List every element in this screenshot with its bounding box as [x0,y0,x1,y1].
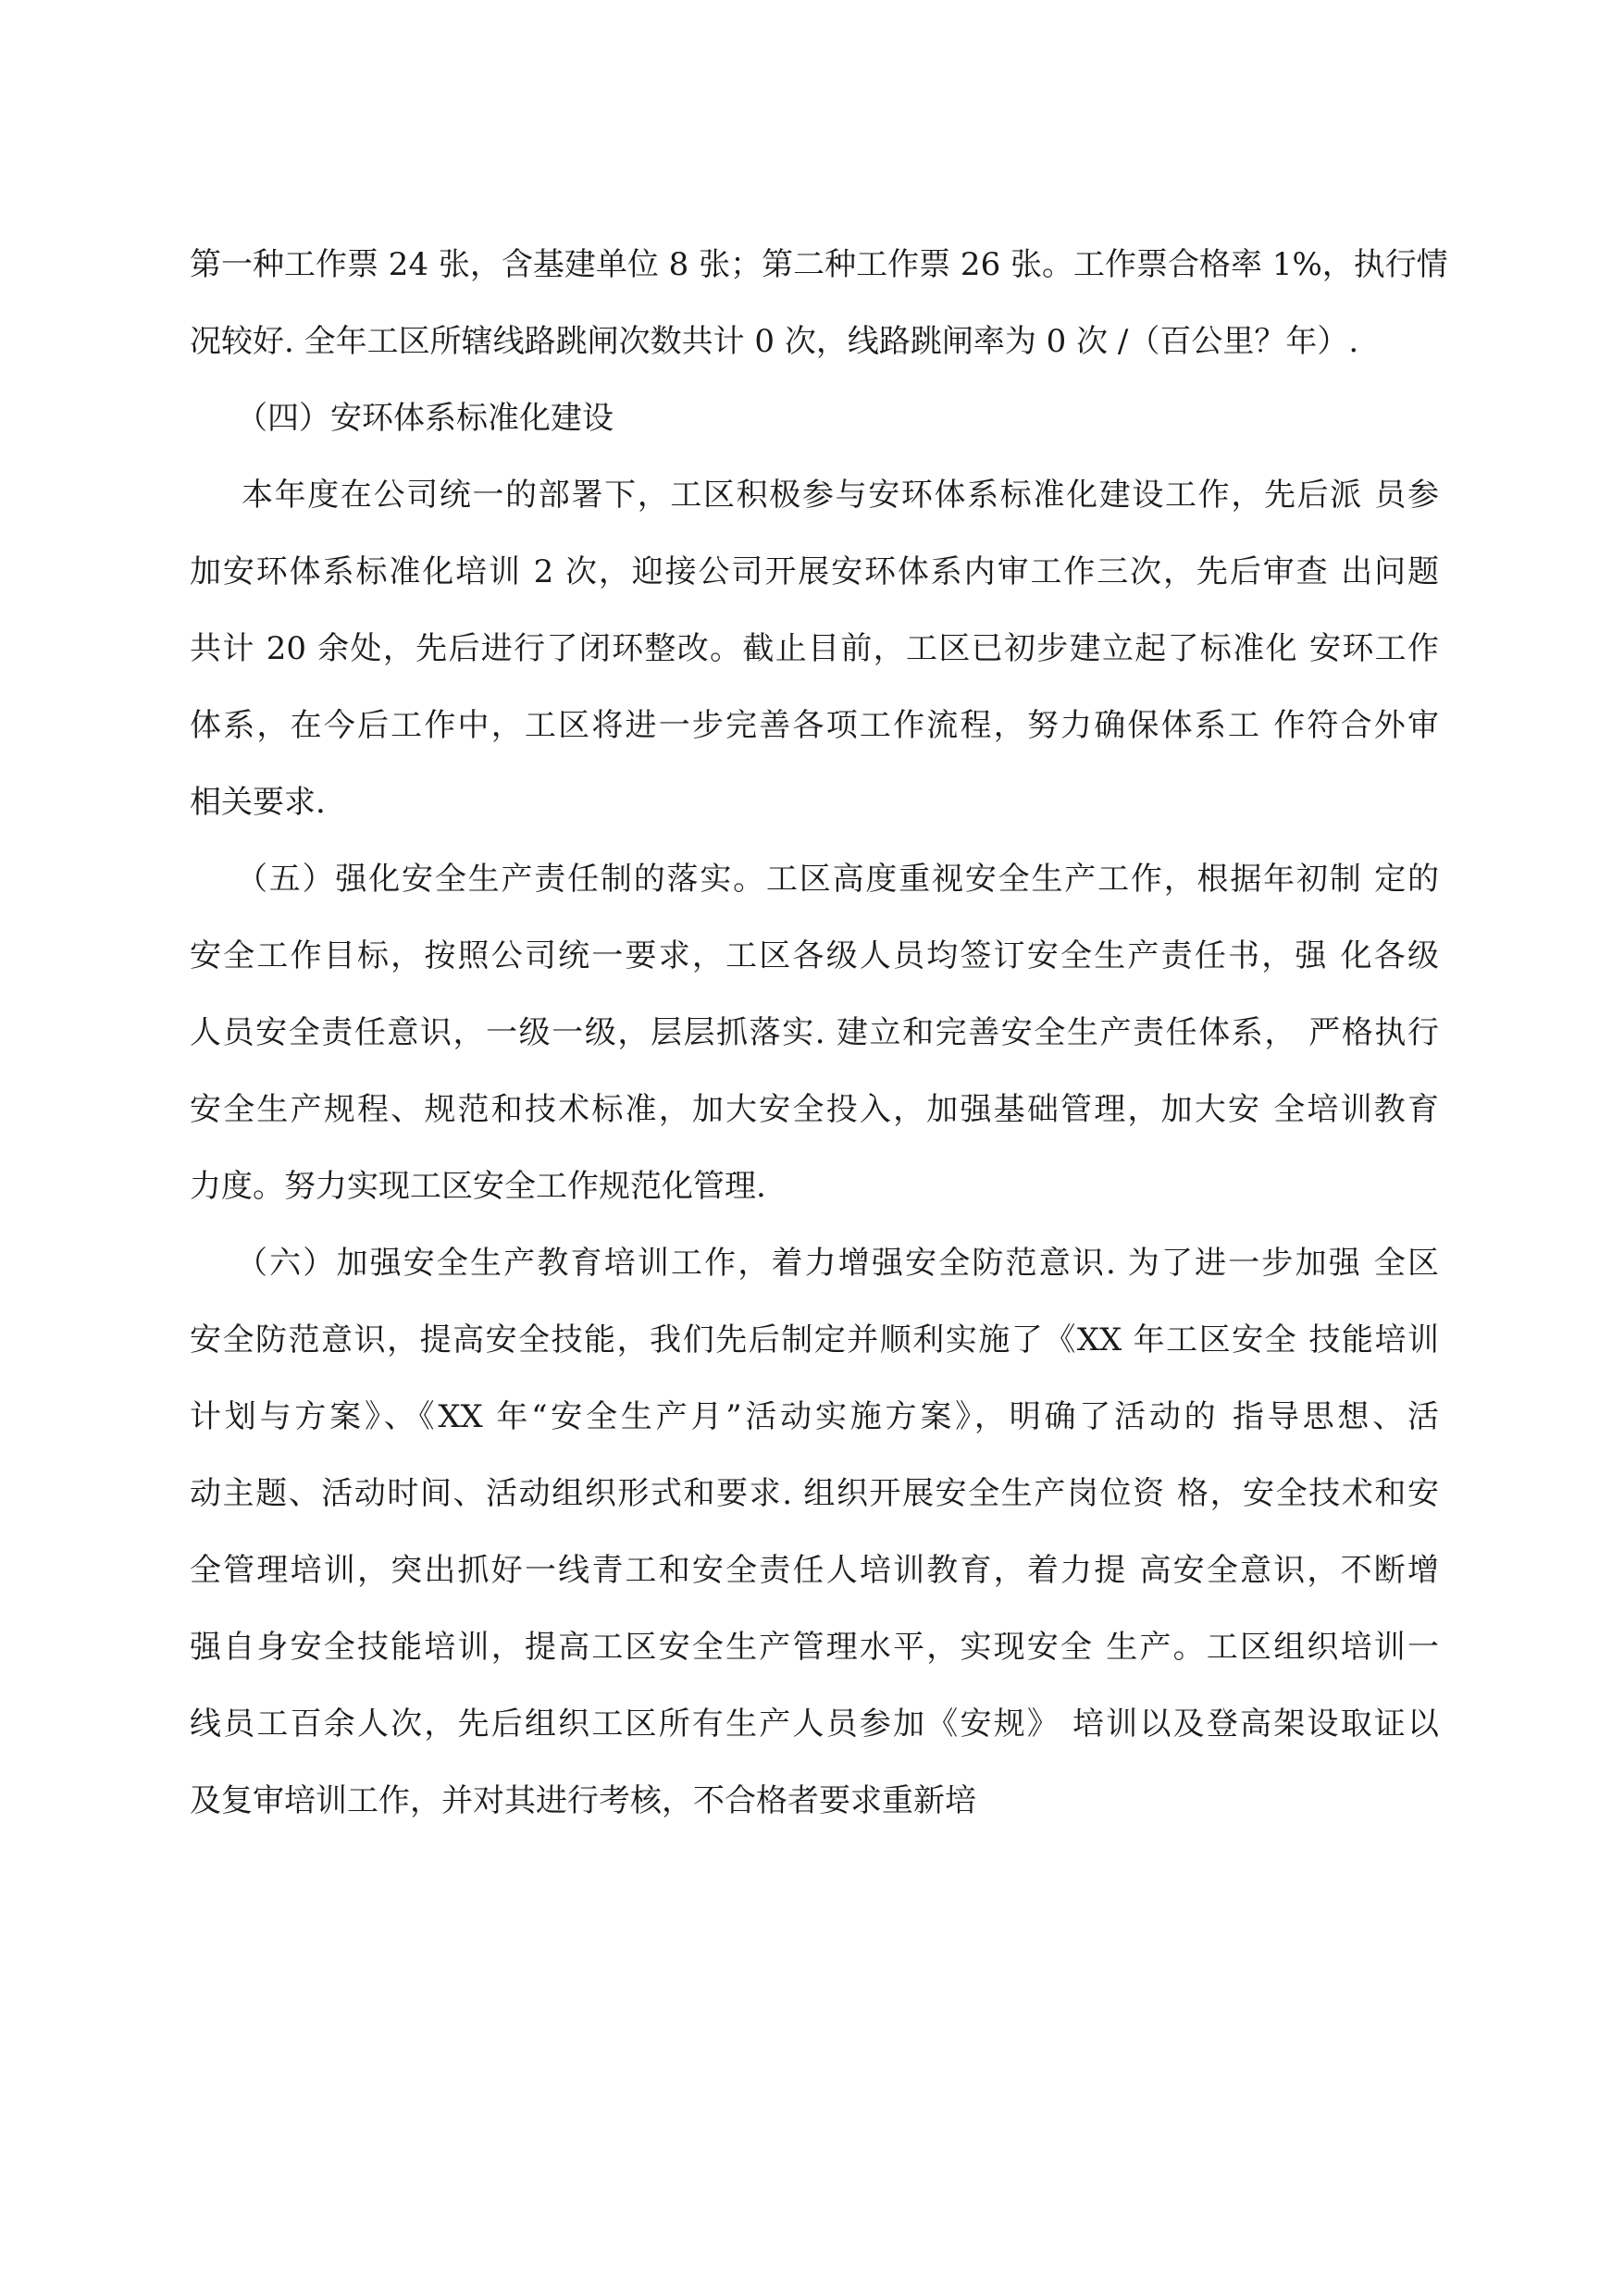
text-line-12: 安全生产规程、规范和技术标准，加大安全投入，加强基础管理，加大安 全培训教育 [190,1091,1439,1128]
section-heading-5: （五）强化安全生产责任制的落实。工区高度重视安全生产工作，根据年初制 定的 [236,861,1439,898]
text-line-1: 第一种工作票 24 张，含基建单位 8 张；第二种工作票 26 张。工作票合格率 1%，执行情 [190,246,1448,283]
text-line-20: 线员工百余人次，先后组织工区所有生产人员参加《安规》 培训以及登高架设取证以 [190,1706,1439,1743]
text-line-7: 体系，在今后工作中，工区将进一步完善各项工作流程，努力确保体系工 作符合外审 [190,707,1439,744]
section-heading-4: （四）安环体系标准化建设 [236,400,614,437]
text-line-13: 力度。努力实现工区安全工作规范化管理. [190,1168,766,1205]
document-body [190,227,1448,1840]
text-line-4: 本年度在公司统一的部署下，工区积极参与安环体系标准化建设工作，先后派 员参 [242,477,1439,514]
text-line-2: 况较好. 全年工区所辖线路跳闸次数共计 0 次，线路跳闸率为 0 次 /（百公里？年）. [190,323,1359,360]
text-line-15: 安全防范意识，提高安全技能，我们先后制定并顺利实施了《XX 年工区安全 技能培训 [190,1321,1439,1358]
text-line-5: 加安环体系标准化培训 2 次，迎接公司开展安环体系内审工作三次，先后审查 出问题 [190,553,1439,590]
text-line-6: 共计 20 余处，先后进行了闭环整改。截止目前，工区已初步建立起了标准化 安环工作 [190,630,1439,667]
text-line-10: 安全工作目标，按照公司统一要求，工区各级人员均签订安全生产责任书，强 化各级 [190,937,1439,974]
text-line-8: 相关要求. [190,784,326,821]
text-line-18: 全管理培训，突出抓好一线青工和安全责任人培训教育，着力提 高安全意识，不断增 [190,1552,1439,1589]
text-line-21: 及复审培训工作，并对其进行考核，不合格者要求重新培 [190,1782,976,1819]
section-heading-6: （六）加强安全生产教育培训工作，着力增强安全防范意识. 为了进一步加强 全区 [236,1245,1439,1282]
text-line-19: 强自身安全技能培训，提高工区安全生产管理水平，实现安全 生产。工区组织培训一 [190,1629,1439,1666]
text-line-11: 人员安全责任意识，一级一级，层层抓落实. 建立和完善安全生产责任体系， 严格执行 [190,1014,1439,1051]
text-line-17: 动主题、活动时间、活动组织形式和要求. 组织开展安全生产岗位资 格，安全技术和安 [190,1475,1439,1512]
text-line-16: 计划与方案》、《XX 年“安全生产月”活动实施方案》，明确了活动的 指导思想、活 [190,1398,1439,1435]
